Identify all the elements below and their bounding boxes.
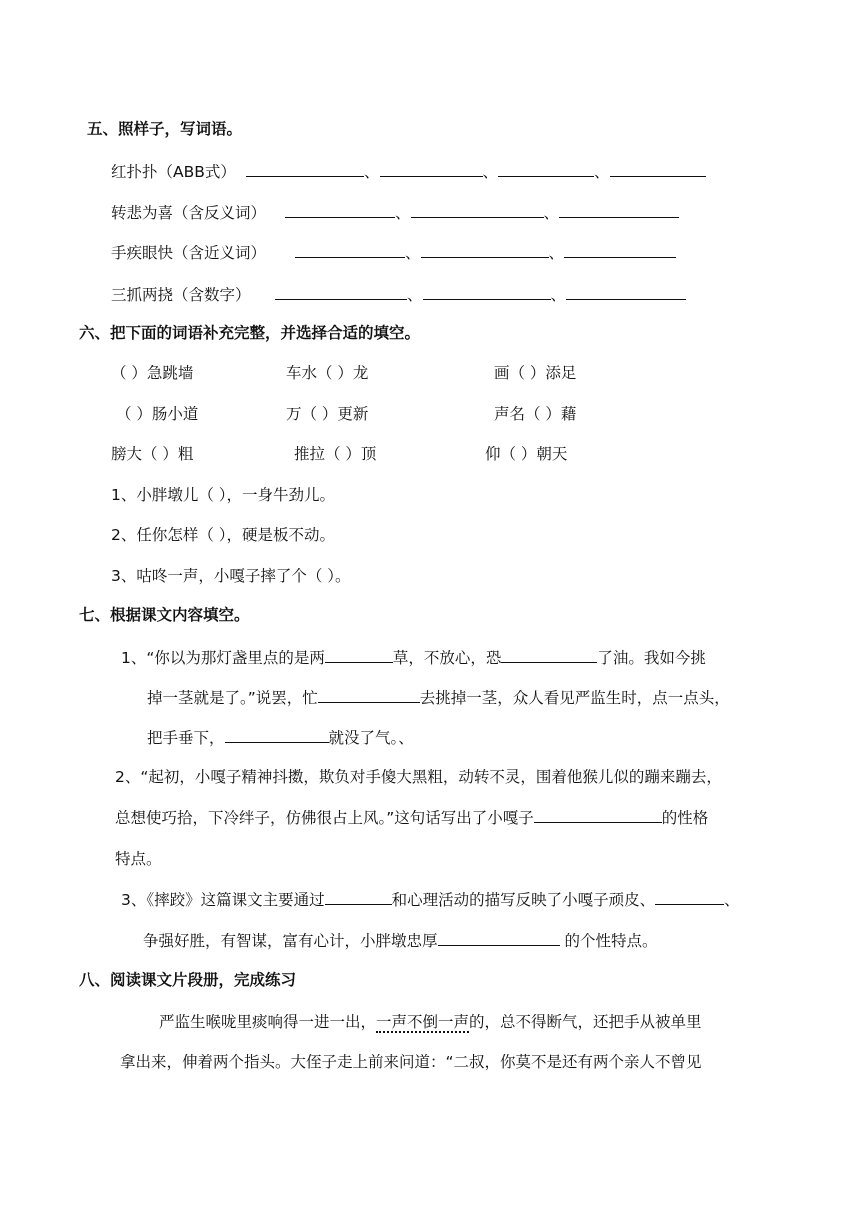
answer-blank[interactable]: [285, 201, 395, 218]
text: 1、“你以为那灯盏里点的是两: [121, 649, 325, 667]
text: 去挑掉一茎，众人看见严监生时，点一点头，: [419, 689, 730, 707]
answer-blank[interactable]: [423, 283, 551, 300]
text: 3、《摔跤》这篇课文主要通过: [121, 891, 325, 909]
answer-blank[interactable]: [411, 201, 544, 218]
answer-blank[interactable]: [566, 283, 686, 300]
sec5-row-1: [111, 160, 706, 183]
text: 草，不放心，恐: [392, 649, 502, 667]
sec5-row-1-label: 红扑扑（ABB式）: [111, 163, 236, 181]
answer-blank[interactable]: [559, 201, 679, 218]
section-5-title: 五、照样子，写词语。: [87, 120, 243, 138]
emphasized-text: 一声不倒一声: [376, 1013, 470, 1031]
idiom-5: 万（ ）更新: [286, 405, 369, 423]
section-7-title: 七、根据课文内容填空。: [79, 606, 250, 624]
text: 把手垂下，: [147, 729, 225, 747]
answer-blank[interactable]: [534, 806, 662, 823]
sec8-passage-line-2: 拿出来，伸着两个指头。大侄子走上前来问道：“二叔，你莫不是还有两个亲人不曾见: [120, 1053, 702, 1071]
separator: 、: [543, 204, 560, 222]
text: 总想使巧拾，下冷绊子，仿佛很占上风。”这句话写出了小嘎子: [115, 809, 534, 827]
sec6-question-2: 2、任你怎样（ ），硬是板不动。: [111, 526, 336, 544]
idiom-6: 声名（ ）藉: [494, 405, 577, 423]
separator: 、: [364, 163, 380, 181]
text: 的性格: [661, 809, 709, 827]
idiom-7: 膀大（ ）粗: [111, 445, 194, 463]
answer-blank[interactable]: [295, 241, 405, 258]
answer-blank[interactable]: [610, 160, 706, 177]
separator: 、: [550, 286, 567, 304]
idiom-8: 推拉（ ）顶: [294, 445, 377, 463]
sec5-row-3: [111, 241, 676, 264]
section-6-title: 六、把下面的词语补充完整，并选择合适的填空。: [79, 324, 421, 342]
answer-blank[interactable]: [501, 646, 597, 663]
answer-blank[interactable]: [421, 241, 549, 258]
sec5-row-3-label: 手疾眼快（含近义词）: [111, 244, 267, 262]
idiom-4: （ ）肠小道: [116, 405, 199, 423]
sec6-question-3: 3、咕咚一声，小嘎子摔了个（ ）。: [111, 567, 351, 585]
text: 严监生喉咙里痰响得一进一出，: [159, 1013, 377, 1031]
answer-blank[interactable]: [655, 888, 724, 905]
sec7-q3-line-1: [121, 888, 740, 911]
idiom-3: 画（ ）添足: [494, 364, 577, 382]
answer-blank[interactable]: [275, 283, 407, 300]
text: 、: [724, 891, 740, 909]
sec5-row-2-label: 转悲为喜（含反义词）: [111, 204, 267, 222]
idiom-9: 仰（ ）朝天: [485, 445, 568, 463]
text: 就没了气。、: [328, 729, 414, 747]
answer-blank[interactable]: [438, 929, 560, 946]
answer-blank[interactable]: [498, 160, 594, 177]
answer-blank[interactable]: [325, 646, 393, 663]
answer-blank[interactable]: [380, 160, 483, 177]
sec7-q1-line-2: [147, 686, 730, 709]
text: 的个性特点。: [559, 932, 658, 950]
sec7-q1-line-3: [147, 726, 414, 749]
idiom-1: （ ）急跳墙: [111, 364, 194, 382]
sec6-question-1: 1、小胖墩儿（ ），一身牛劲儿。: [111, 486, 336, 504]
text: 了油。我如今挑: [597, 649, 706, 667]
sec7-q1-line-1: [121, 646, 706, 669]
sec7-q2-line-3: 特点。: [115, 850, 162, 868]
answer-blank[interactable]: [325, 888, 392, 905]
separator: 、: [405, 244, 421, 262]
separator: 、: [407, 286, 423, 304]
sec7-q3-line-2: [143, 929, 657, 952]
separator: 、: [482, 163, 499, 181]
idiom-2: 车水（ ）龙: [286, 364, 369, 382]
sec5-row-4: [111, 283, 686, 306]
text: 的，总不得断气，还把手从被单里: [469, 1013, 702, 1031]
separator: 、: [594, 163, 610, 181]
sec7-q2-line-2: [115, 806, 708, 829]
text: 和心理活动的描写反映了小嘎子顽皮、: [391, 891, 656, 909]
answer-blank[interactable]: [318, 686, 420, 703]
sec5-row-2: [111, 201, 679, 224]
answer-blank[interactable]: [246, 160, 364, 177]
sec5-row-4-label: 三抓两挠（含数字）: [111, 286, 251, 304]
text: 掉一茎就是了。”说罢，忙: [147, 689, 318, 707]
sec7-q2-line-1: 2、“起初，小嘎子精神抖擞，欺负对手傻大黑粗，动转不灵，围着他猴儿似的蹦来蹦去，: [115, 768, 722, 786]
section-8-title: 八、阅读课文片段册，完成练习: [79, 971, 297, 989]
separator: 、: [548, 244, 565, 262]
answer-blank[interactable]: [225, 726, 329, 743]
sec8-passage-line-1: [159, 1011, 702, 1033]
answer-blank[interactable]: [564, 241, 676, 258]
text: 争强好胜，有智谋，富有心计，小胖墩忠厚: [143, 932, 438, 950]
separator: 、: [395, 204, 411, 222]
